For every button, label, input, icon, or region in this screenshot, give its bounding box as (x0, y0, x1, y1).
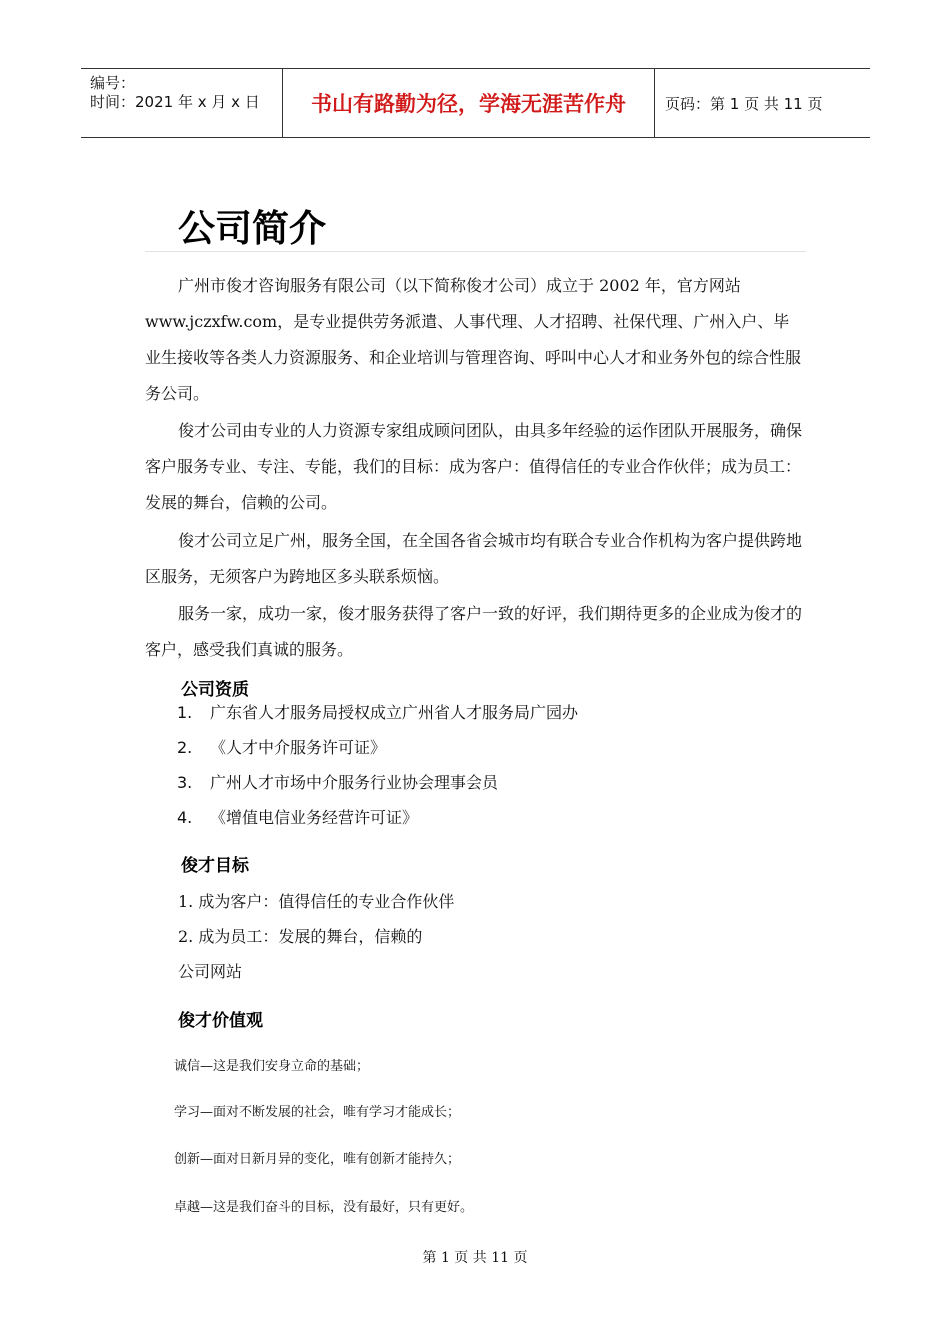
value-item: 诚信—这是我们安身立命的基础； (174, 1059, 370, 1074)
intro-paragraph-1: 广州市俊才咨询服务有限公司（以下简称俊才公司）成立于 2002 年，官方网站 www.jczxfw.com，是专业提供劳务派遣、人事代理、人才招聘、社保代理、广州入户、毕业生接收等各类人力资源服务、和企业培训与管理咨询、呼叫中心人才和业务外包的综合性服务公司。 (145, 276, 802, 403)
doc-time-label: 时间：2021 年 x 月 x 日 (90, 93, 260, 111)
qualification-item (177, 735, 386, 758)
goals-heading: 俊才目标 (181, 856, 249, 876)
goal-item: 1. 成为客户：值得信任的专业合作伙伴 (178, 892, 455, 911)
qualification-text: 《增值电信业务经营许可证》 (210, 808, 419, 827)
qualification-item (177, 770, 498, 793)
header-motto: 书山有路勤为径，学海无涯苦作舟 (283, 69, 655, 137)
page-footer: 第 1 页 共 11 页 (422, 1250, 528, 1266)
qualification-text: 《人才中介服务许可证》 (210, 738, 387, 757)
intro-paragraph-4: 服务一家，成功一家，俊才服务获得了客户一致的好评，我们期待更多的企业成为俊才的客户，感受我们真诚的服务。 (145, 604, 803, 659)
value-item: 学习—面对不断发展的社会，唯有学习才能成长； (174, 1105, 461, 1120)
goal-item: 2. 成为员工：发展的舞台，信赖的 (178, 927, 423, 946)
header-meta-cell (81, 69, 283, 137)
qualification-num: 3. (177, 773, 193, 792)
header-page-info: 页码：第 1 页 共 11 页 (665, 94, 823, 113)
qualification-text: 广东省人才服务局授权成立广州省人才服务局广园办 (210, 703, 579, 722)
intro-paragraph-3: 俊才公司立足广州，服务全国，在全国各省会城市均有联合专业合作机构为客户提供跨地区服务，无须客户为跨地区多头联系烦恼。 (145, 531, 803, 586)
value-item: 创新—面对日新月异的变化，唯有创新才能持久； (174, 1152, 461, 1167)
intro-paragraph-2: 俊才公司由专业的人力资源专家组成顾问团队，由具多年经验的运作团队开展服务，确保客户服务专业、专注、专能，我们的目标：成为客户：值得信任的专业合作伙伴；成为员工：发展的舞台，信赖的公司。 (145, 421, 803, 512)
qualification-num: 2. (177, 738, 193, 757)
qualification-num: 1. (177, 703, 193, 722)
company-website-label: 公司网站 (178, 962, 243, 981)
header-table (81, 68, 870, 138)
values-heading: 俊才价值观 (178, 1011, 263, 1031)
title-divider (145, 251, 806, 252)
qualification-num: 4. (177, 808, 193, 827)
qualification-text: 广州人才市场中介服务行业协会理事会员 (210, 773, 499, 792)
qualifications-heading: 公司资质 (181, 680, 249, 700)
value-item: 卓越—这是我们奋斗的目标，没有最好，只有更好。 (174, 1200, 474, 1215)
page-title: 公司简介 (178, 207, 326, 250)
qualification-item (177, 805, 418, 828)
doc-number-label: 编号： (90, 74, 136, 92)
qualification-item (177, 700, 578, 723)
